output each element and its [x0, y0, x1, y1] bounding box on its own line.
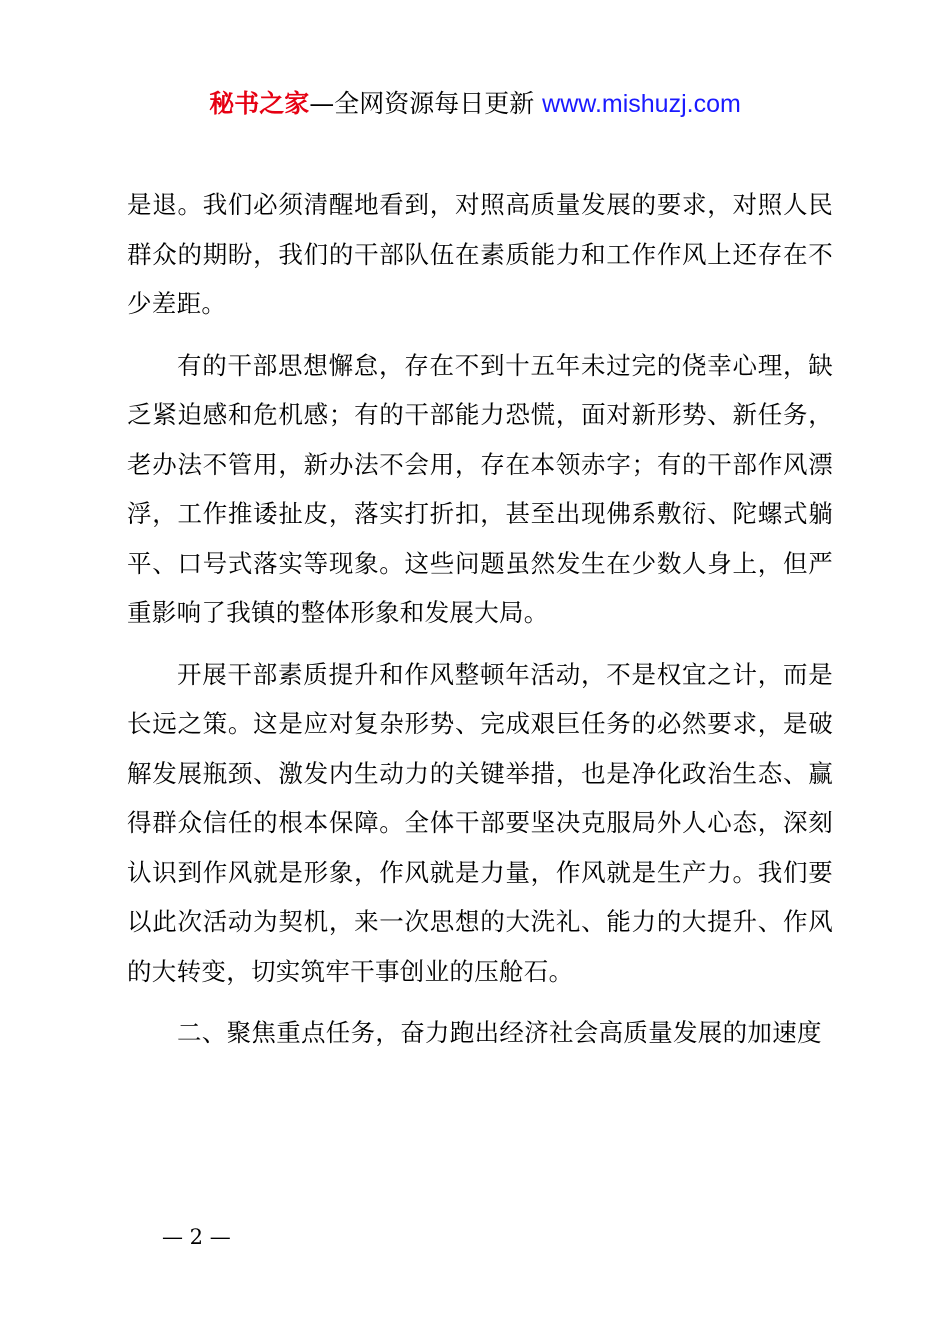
page-number: — 2 —: [162, 1225, 231, 1249]
paragraph-continuation: 是退。我们必须清醒地看到，对照高质量发展的要求，对照人民群众的期盼，我们的干部队伍在素质能力和工作作风上还存在不少差距。: [127, 190, 833, 318]
paragraph: 有的干部思想懈怠，存在不到十五年未过完的侥幸心理，缺乏紧迫感和危机感；有的干部能力恐慌，面对新形势、新任务，老办法不管用，新办法不会用，存在本领赤字；有的干部作风漂浮，工作推诿扯皮，落实打折扣，甚至出现佛系敷衍、陀螺式躺平、口号式落实等现象。这些问题虽然发生在少数人身上，但严重影响了我镇的整体形象和发展大局。: [127, 350, 833, 627]
site-header: [0, 86, 950, 122]
header-tagline: —全网资源每日更新: [309, 89, 543, 118]
document-body: [127, 180, 833, 1070]
paragraph: 开展干部素质提升和作风整顿年活动，不是权宜之计，而是长远之策。这是应对复杂形势、完成艰巨任务的必然要求，是破解发展瓶颈、激发内生动力的关键举措，也是净化政治生态、赢得群众信任的根本保障。全体干部要坚决克服局外人心态，深刻认识到作风就是形象，作风就是力量，作风就是生产力。我们要以此次活动为契机，来一次思想的大洗礼、能力的大提升、作风的大转变，切实筑牢干事创业的压舱石。: [127, 659, 833, 986]
section-heading: 二、聚焦重点任务，奋力跑出经济社会高质量发展的加速度: [177, 1018, 822, 1047]
site-url-link[interactable]: www.mishuzj.com: [542, 90, 741, 118]
brand-name: 秘书之家: [209, 89, 310, 118]
